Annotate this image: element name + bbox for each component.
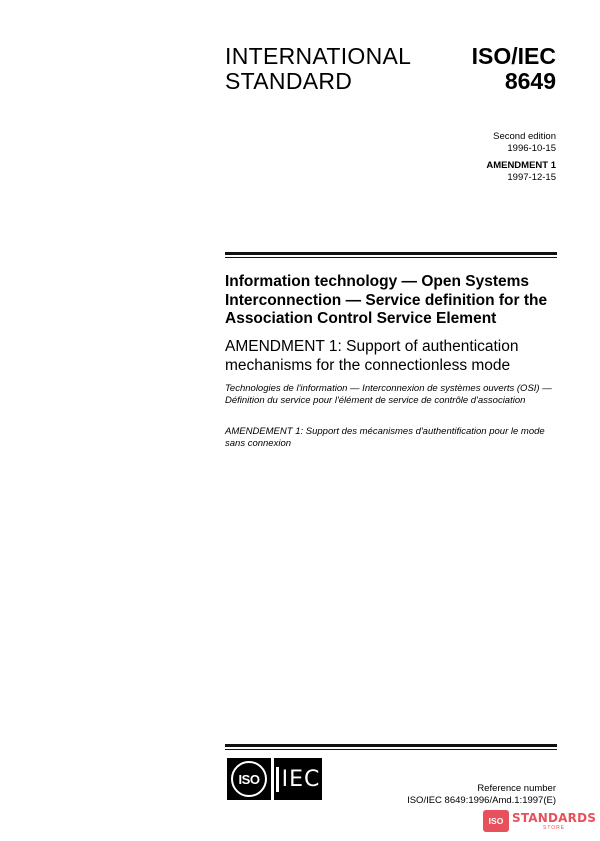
iec-logo	[274, 758, 322, 800]
reference-label: Reference number	[477, 783, 556, 794]
bottom-divider	[225, 744, 557, 750]
french-title: Technologies de l'information — Interconnexion de systèmes ouverts (OSI) — Définition du service pour l'élément de service de contrôle d'association	[225, 383, 552, 406]
reference-number: ISO/IEC 8649:1996/Amd.1:1997(E)	[407, 795, 556, 806]
iec-logo-mark: IEC	[276, 767, 321, 792]
reference-block	[407, 783, 556, 807]
watermark-text: STANDARDS	[512, 810, 597, 825]
top-divider	[225, 252, 557, 258]
document-type	[225, 44, 411, 94]
document-type-line1: INTERNATIONAL	[225, 43, 412, 69]
iso-logo	[227, 758, 271, 800]
french-amendment-title: AMENDEMENT 1: Support des mécanismes d'authentification pour le mode sans connexion	[225, 426, 545, 449]
english-title: Information technology — Open Systems Interconnection — Service definition for the Association Control Service Element	[225, 273, 548, 327]
document-type-line2: STANDARD	[225, 68, 353, 94]
amendment-label: AMENDMENT 1	[486, 160, 556, 171]
standard-number-value: 8649	[504, 68, 556, 94]
english-amendment-title: AMENDMENT 1: Support of authentication mechanisms for the connectionless mode	[225, 338, 519, 374]
standard-prefix: ISO/IEC	[471, 43, 556, 69]
standard-number	[472, 44, 556, 94]
watermark-badge: ISO	[483, 810, 509, 832]
edition-date: 1996-10-15	[507, 143, 556, 154]
iso-logo-mark: ISO	[231, 761, 267, 797]
watermark-subtext: STORE	[542, 824, 566, 831]
watermark-logo	[483, 809, 596, 833]
amendment-date: 1997-12-15	[507, 172, 556, 183]
edition-label: Second edition	[493, 131, 556, 142]
edition-block	[486, 131, 556, 184]
